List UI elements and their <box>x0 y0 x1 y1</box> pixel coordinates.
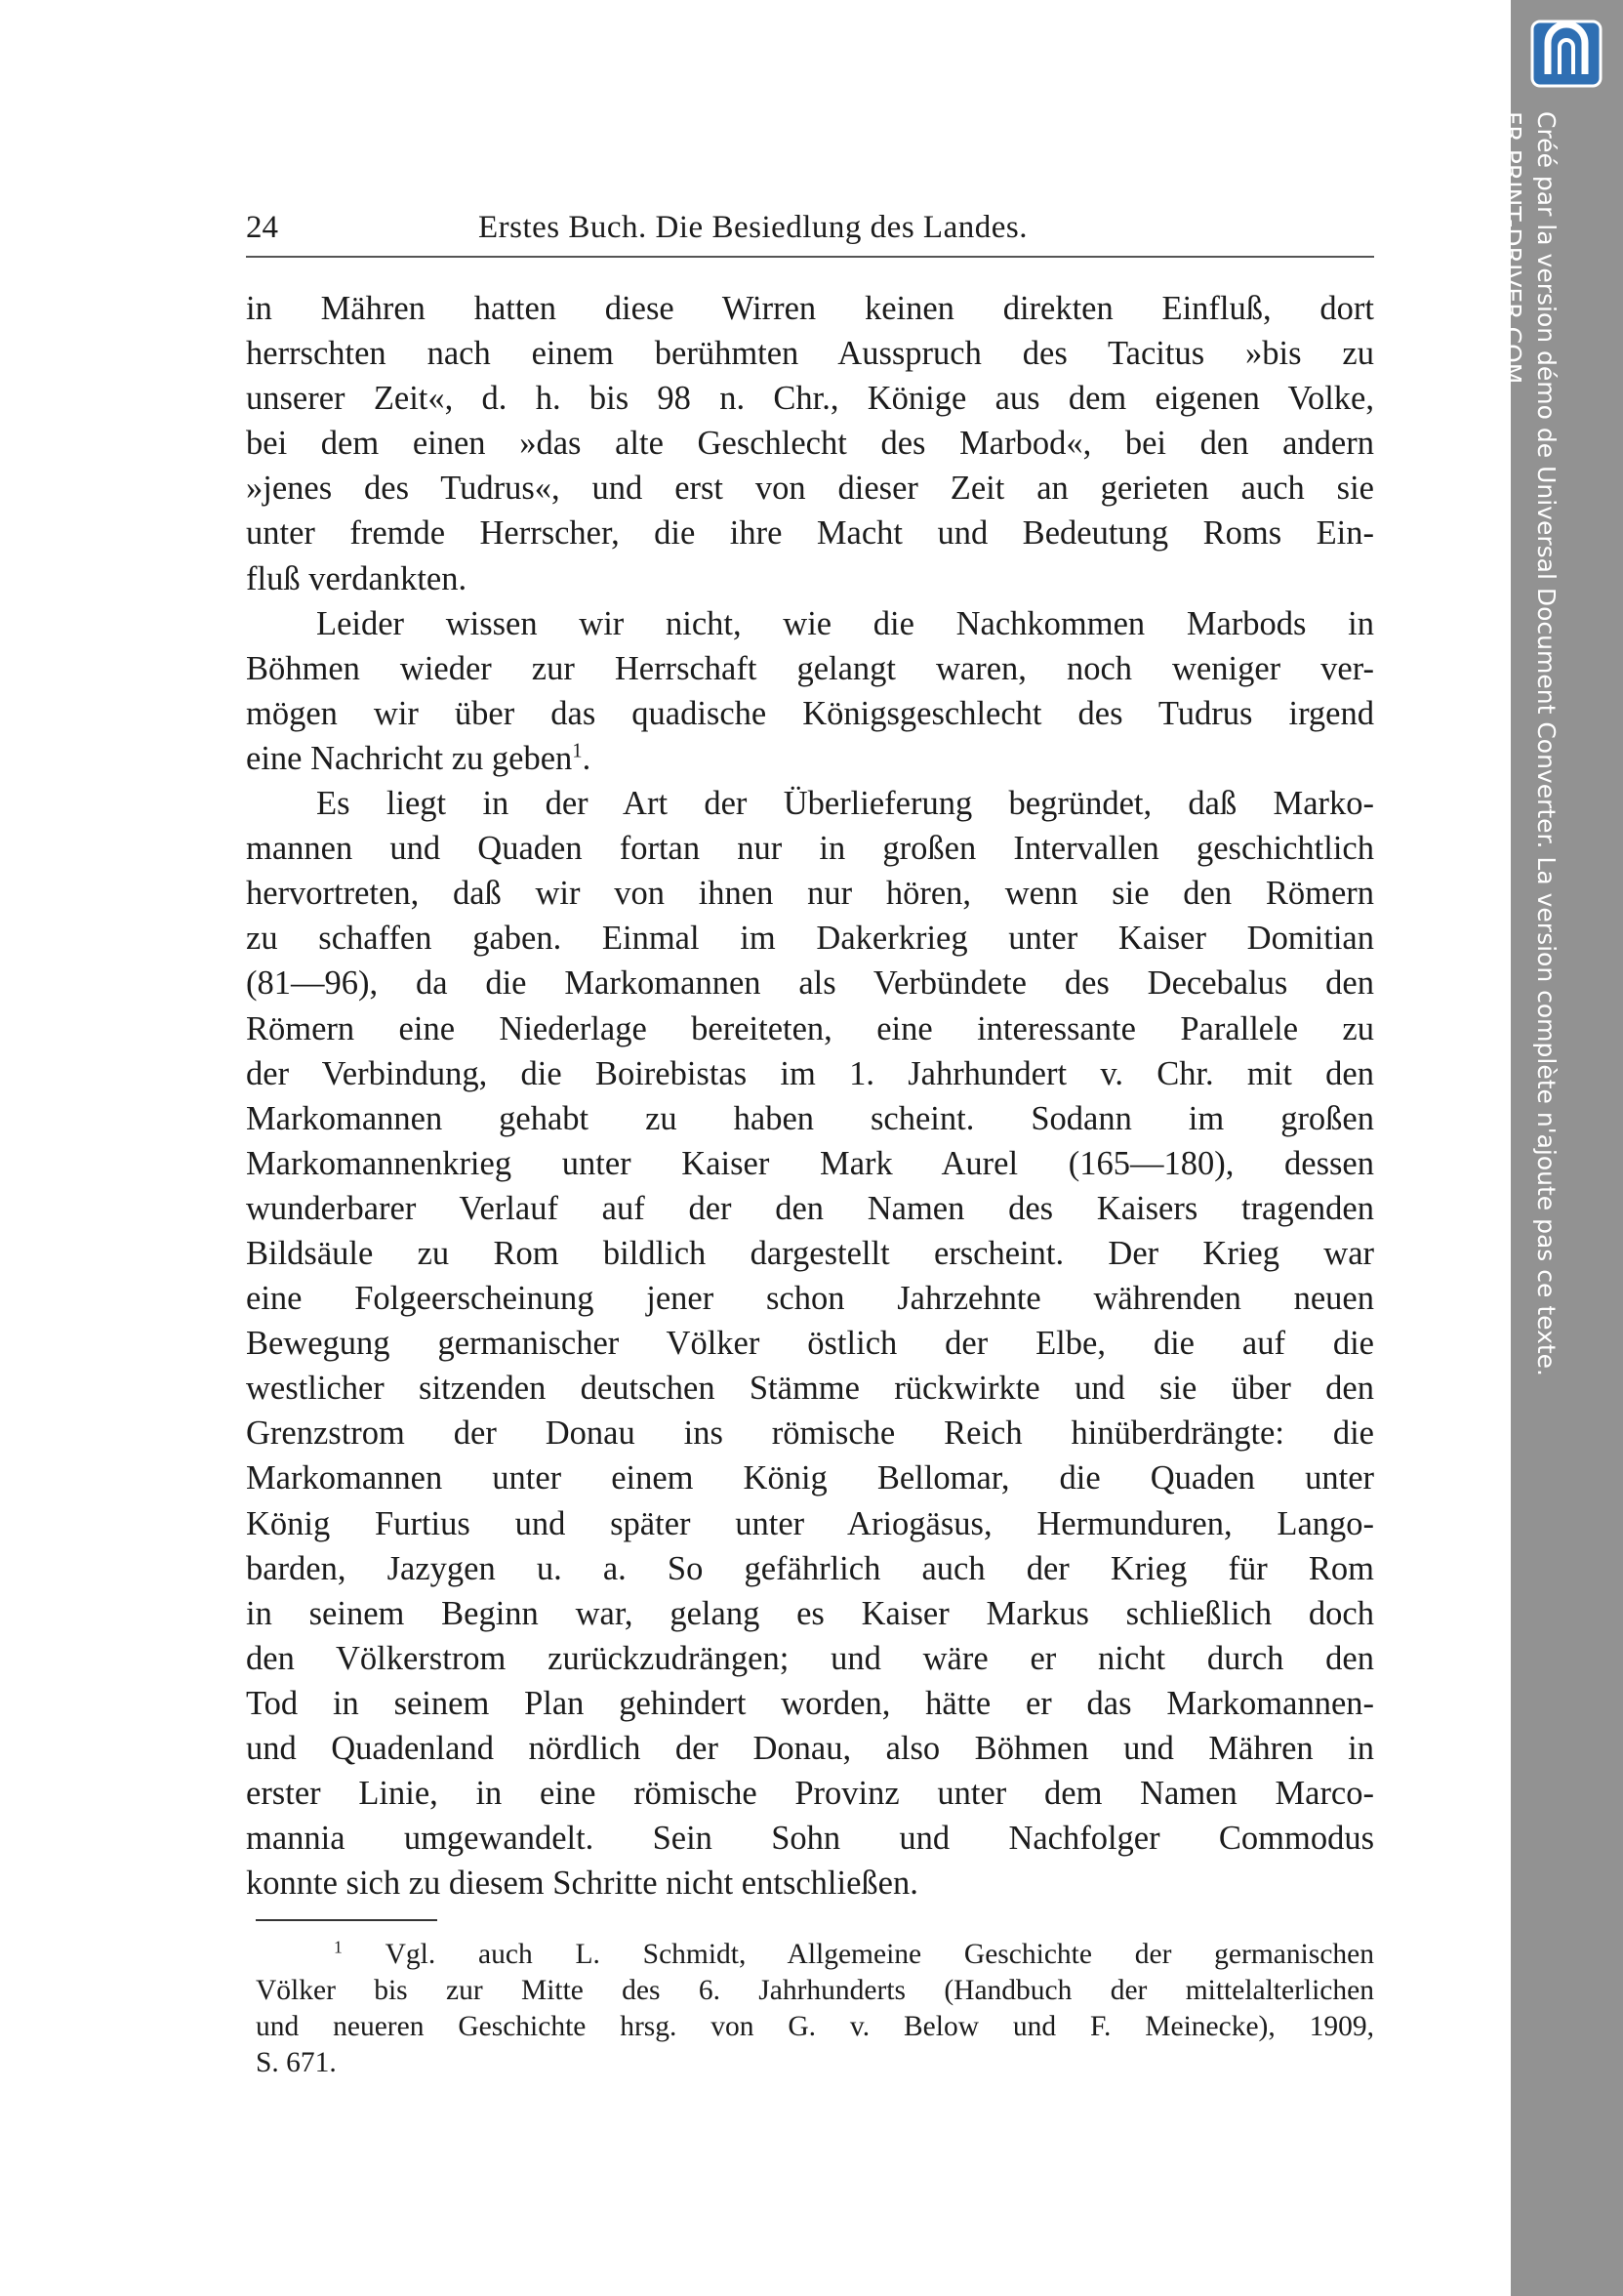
body-line: fluß verdankten. <box>246 559 467 597</box>
body-line: Leider wissen wir nicht, wie die Nachkommen Marbods in <box>316 604 1374 642</box>
body-line: hervortreten, daß wir von ihnen nur hören, wenn sie den Römern <box>246 875 1374 913</box>
page-number: 24 <box>246 210 278 245</box>
header-rule <box>246 256 1374 258</box>
footnote-marker: 1 <box>334 1937 343 1957</box>
watermark-line-1: Créé par la version démo de Universal Document Converter. La version complète n'ajoute pas ce texte. <box>1532 111 1561 1377</box>
body-line: Es liegt in der Art der Überlieferung begründet, daß Marko- <box>316 785 1374 823</box>
body-line: wunderbarer Verlauf auf der den Namen des Kaisers tragenden <box>246 1189 1374 1227</box>
body-line: barden, Jazygen u. a. So gefährlich auch der Krieg für Rom <box>246 1549 1374 1587</box>
body-line: »jenes des Tudrus«, und erst von dieser Zeit an gerieten auch sie <box>246 470 1374 508</box>
body-line: bei dem einen »das alte Geschlecht des Marbod«, bei den andern <box>246 425 1374 463</box>
body-line: mannia umgewandelt. Sein Sohn und Nachfolger Commodus <box>246 1820 1374 1858</box>
body-line: (81—96), da die Markomannen als Verbündete des Decebalus den <box>246 964 1374 1003</box>
footnote-line: Völker bis zur Mitte des 6. Jahrhunderts (Handbuch der mittelalterlichen <box>256 1975 1374 2006</box>
footnote-rule <box>256 1919 437 1921</box>
footnote-line: und neueren Geschichte hrsg. von G. v. Below und F. Meinecke), 1909, <box>256 2011 1374 2042</box>
body-line: König Furtius und später unter Ariogäsus, Hermunduren, Lango- <box>246 1504 1374 1542</box>
body-text <box>246 286 1374 1906</box>
body-line: mögen wir über das quadische Königsgeschlecht des Tudrus irgend <box>246 694 1374 732</box>
footnote <box>256 1937 1374 2081</box>
udc-logo-icon <box>1530 20 1603 88</box>
footnote-line: S. 671. <box>256 2047 337 2078</box>
body-line: der Verbindung, die Boirebistas im 1. Jahrhundert v. Chr. mit den <box>246 1054 1374 1092</box>
body-line: in seinem Beginn war, gelang es Kaiser Markus schließlich doch <box>246 1594 1374 1632</box>
body-line: und Quadenland nördlich der Donau, also Böhmen und Mähren in <box>246 1730 1374 1767</box>
body-line: Bildsäule zu Rom bildlich dargestellt erscheint. Der Krieg war <box>246 1234 1374 1272</box>
running-head: Erstes Buch. Die Besiedlung des Landes. <box>478 210 1028 245</box>
watermark-line-2: FR.PRINT-DRIVER.COM <box>1498 111 1526 385</box>
body-line: Markomannenkrieg unter Kaiser Mark Aurel (165—180), dessen <box>246 1144 1374 1182</box>
body-line: in Mähren hatten diese Wirren keinen direkten Einfluß, dort <box>246 290 1374 327</box>
body-line: Grenzstrom der Donau ins römische Reich hinüberdrängte: die <box>246 1414 1374 1453</box>
body-line: Römern eine Niederlage bereiteten, eine interessante Parallele zu <box>246 1009 1374 1047</box>
body-line: Markomannen unter einem König Bellomar, die Quaden unter <box>246 1459 1374 1497</box>
footnote-line-text: Vgl. auch L. Schmidt, Allgemeine Geschichte der germanischen <box>385 1939 1375 1970</box>
body-line: westlicher sitzenden deutschen Stämme rückwirkte und sie über den <box>246 1370 1374 1408</box>
body-line: Markomannen gehabt zu haben scheint. Sodann im großen <box>246 1099 1374 1137</box>
body-line: unter fremde Herrscher, die ihre Macht und Bedeutung Roms Ein- <box>246 514 1374 553</box>
body-line: mannen und Quaden fortan nur in großen Intervallen geschichtlich <box>246 830 1374 868</box>
body-line: erster Linie, in eine römische Provinz unter dem Namen Marco- <box>246 1775 1374 1813</box>
body-line-text: eine Nachricht zu geben <box>246 739 573 777</box>
body-line: den Völkerstrom zurückzudrängen; und wäre er nicht durch den <box>246 1639 1374 1677</box>
body-line: zu schaffen gaben. Einmal im Dakerkrieg unter Kaiser Domitian <box>246 920 1374 958</box>
body-line: herrschten nach einem berühmten Ausspruch des Tacitus »bis zu <box>246 335 1374 373</box>
body-line: konnte sich zu diesem Schritte nicht entschließen. <box>246 1865 918 1903</box>
footnote-line <box>256 1937 1374 1973</box>
body-line: eine Folgeerscheinung jener schon Jahrzehnte währenden neuen <box>246 1280 1374 1318</box>
body-line: Tod in seinem Plan gehindert worden, hätte er das Markomannen- <box>246 1684 1374 1722</box>
body-line: eine Nachricht zu geben$^1$. <box>246 739 591 777</box>
body-line: Böhmen wieder zur Herrschaft gelangt waren, noch weniger ver- <box>246 649 1374 687</box>
body-line: Bewegung germanischer Völker östlich der Elbe, die auf die <box>246 1325 1374 1363</box>
footnote-reference: 1 <box>572 740 583 762</box>
watermark-text <box>1495 111 1563 1376</box>
body-line: unserer Zeit«, d. h. bis 98 n. Chr., Könige aus dem eigenen Volke, <box>246 380 1374 418</box>
